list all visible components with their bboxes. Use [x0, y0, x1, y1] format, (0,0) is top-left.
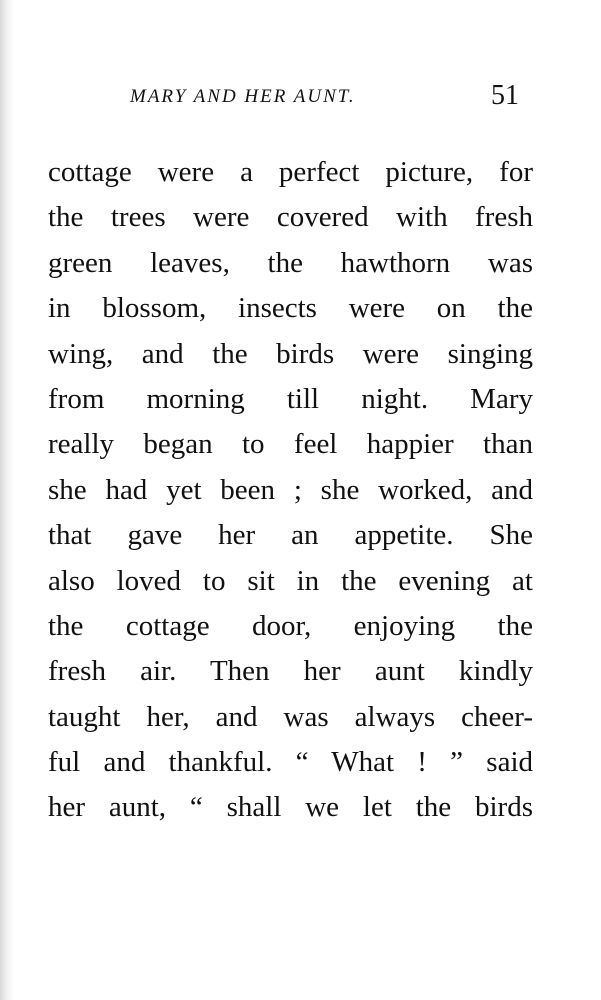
text-line: really began to feel happier than — [48, 428, 533, 461]
text-line: green leaves, the hawthorn was — [48, 246, 533, 279]
body-text — [48, 150, 533, 831]
running-title: MARY AND HER AUNT. — [130, 86, 356, 107]
page-number: 51 — [491, 80, 519, 111]
text-line: cottage were a perfect picture, for — [48, 156, 533, 188]
text-line: in blossom, insects were on the — [48, 292, 533, 325]
text-line: from morning till night. Mary — [48, 382, 533, 415]
text-line: ful and thankful. “ What ! ” said — [48, 746, 533, 779]
text-line: also loved to sit in the evening at — [48, 564, 533, 597]
text-line: fresh air. Then her aunt kindly — [48, 655, 533, 688]
text-line: the cottage door, enjoying the — [48, 609, 533, 642]
text-line: that gave her an appetite. She — [48, 519, 533, 552]
page-edge-shadow — [0, 0, 14, 1000]
text-line: she had yet been ; she worked, and — [48, 473, 533, 506]
text-line: wing, and the birds were singing — [48, 337, 533, 370]
text-line: her aunt, “ shall we let the birds — [48, 791, 533, 824]
text-line: taught her, and was always cheer- — [48, 700, 533, 733]
text-line: the trees were covered with fresh — [48, 201, 533, 234]
